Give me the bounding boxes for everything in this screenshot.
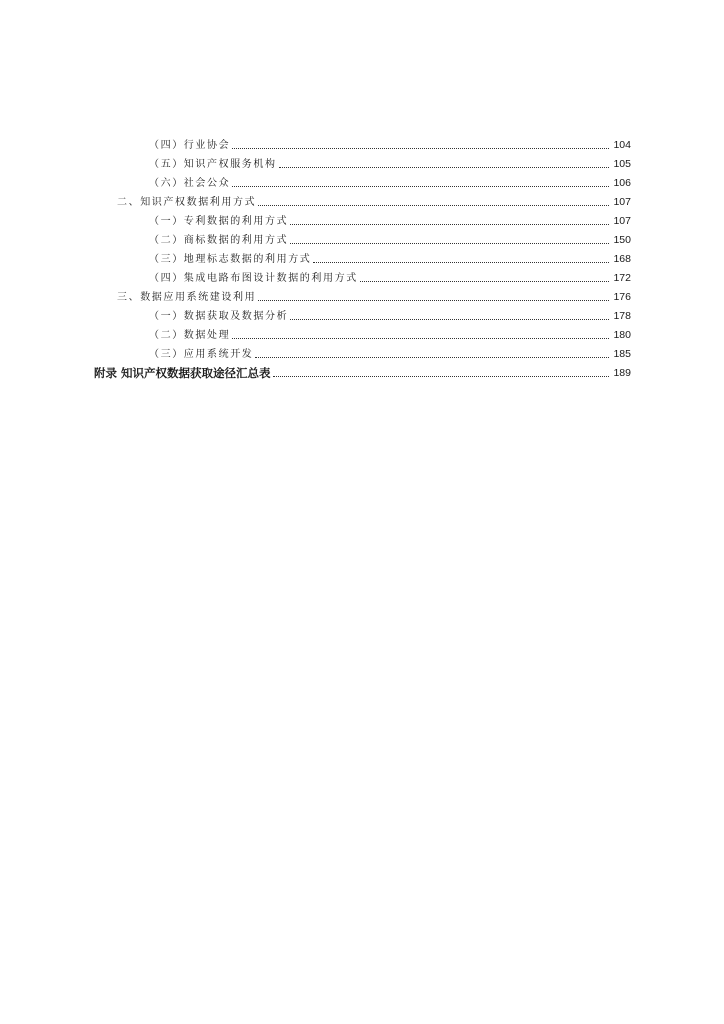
toc-entry[interactable] bbox=[0, 342, 724, 361]
dot-leader bbox=[273, 375, 609, 377]
dot-leader bbox=[279, 166, 609, 168]
dot-leader bbox=[290, 242, 609, 244]
toc-entry[interactable] bbox=[0, 152, 724, 171]
toc-entry-title: 三、数据应用系统建设利用 bbox=[117, 292, 257, 303]
toc-entry-page-number: 168 bbox=[613, 253, 631, 265]
toc-entry-page-number: 189 bbox=[613, 367, 631, 379]
toc-entry-page-number: 107 bbox=[613, 215, 631, 227]
dot-leader bbox=[232, 185, 609, 187]
dot-leader bbox=[313, 261, 609, 263]
toc-section-entry[interactable] bbox=[0, 285, 724, 304]
toc-entry-title: （五）知识产权服务机构 bbox=[149, 159, 277, 170]
toc-entry-page-number: 180 bbox=[613, 329, 631, 341]
toc-appendix-entry[interactable] bbox=[0, 361, 724, 380]
table-of-contents bbox=[0, 133, 724, 380]
toc-entry[interactable] bbox=[0, 304, 724, 323]
toc-entry-title: （二）数据处理 bbox=[149, 330, 231, 341]
toc-entry-page-number: 150 bbox=[613, 234, 631, 246]
toc-entry-page-number: 104 bbox=[613, 139, 631, 151]
toc-entry-title: （一）数据获取及数据分析 bbox=[149, 311, 289, 322]
dot-leader bbox=[255, 356, 609, 358]
toc-entry-title: 二、知识产权数据利用方式 bbox=[117, 197, 257, 208]
toc-section-entry[interactable] bbox=[0, 190, 724, 209]
dot-leader bbox=[360, 280, 609, 282]
toc-entry-page-number: 105 bbox=[613, 158, 631, 170]
toc-entry[interactable] bbox=[0, 247, 724, 266]
toc-entry-title: （二）商标数据的利用方式 bbox=[149, 235, 289, 246]
toc-entry-title: 附录 知识产权数据获取途径汇总表 bbox=[94, 366, 271, 380]
toc-entry-title: （三）应用系统开发 bbox=[149, 349, 254, 360]
toc-entry-page-number: 172 bbox=[613, 272, 631, 284]
toc-entry-title: （四）行业协会 bbox=[149, 140, 231, 151]
toc-entry-title: （四）集成电路布图设计数据的利用方式 bbox=[149, 273, 358, 284]
toc-entry[interactable] bbox=[0, 171, 724, 190]
toc-entry[interactable] bbox=[0, 209, 724, 228]
toc-entry[interactable] bbox=[0, 266, 724, 285]
toc-entry[interactable] bbox=[0, 133, 724, 152]
dot-leader bbox=[290, 223, 609, 225]
dot-leader bbox=[232, 147, 609, 149]
toc-entry-title: （六）社会公众 bbox=[149, 178, 231, 189]
toc-entry[interactable] bbox=[0, 228, 724, 247]
dot-leader bbox=[232, 337, 609, 339]
toc-entry-page-number: 176 bbox=[613, 291, 631, 303]
toc-entry-page-number: 178 bbox=[613, 310, 631, 322]
toc-entry-page-number: 106 bbox=[613, 177, 631, 189]
dot-leader bbox=[258, 204, 609, 206]
dot-leader bbox=[258, 299, 609, 301]
toc-entry-title: （一）专利数据的利用方式 bbox=[149, 216, 289, 227]
toc-entry-page-number: 107 bbox=[613, 196, 631, 208]
toc-entry-title: （三）地理标志数据的利用方式 bbox=[149, 254, 312, 265]
toc-entry-page-number: 185 bbox=[613, 348, 631, 360]
dot-leader bbox=[290, 318, 609, 320]
toc-entry[interactable] bbox=[0, 323, 724, 342]
